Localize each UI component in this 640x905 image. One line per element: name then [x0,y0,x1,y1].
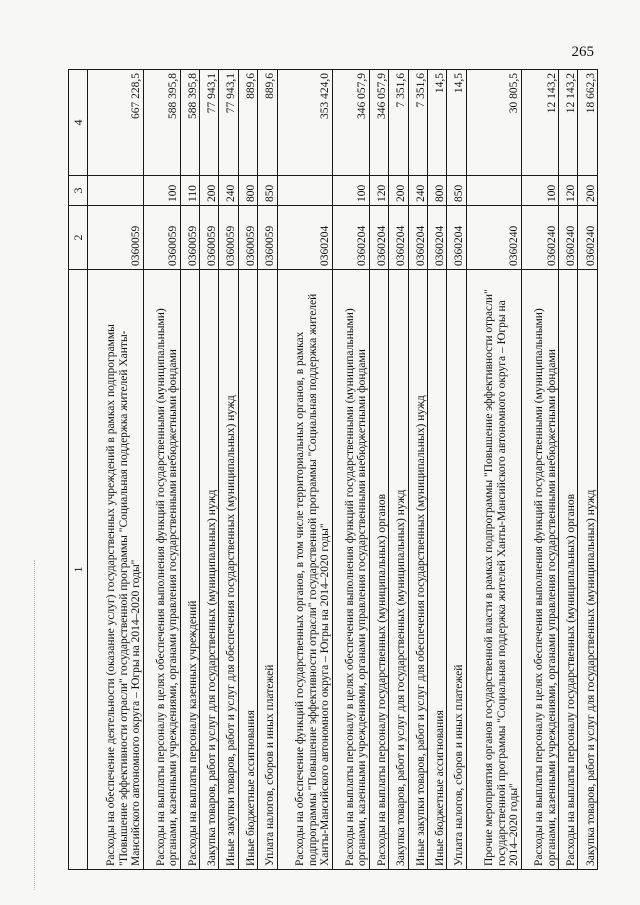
budget-table-body [69,70,598,870]
row-code: 0360204 [389,206,408,270]
row-type: 800 [238,176,257,206]
row-amount: 7 351,6 [408,70,427,176]
row-type: 200 [200,176,219,206]
table-row [408,70,427,870]
margin-line [34,560,36,890]
page-number: 265 [571,44,594,60]
row-amount: 77 943,1 [200,70,219,176]
row-amount: 346 057,9 [332,70,369,176]
row-code: 0360240 [466,206,521,270]
table-row [447,70,466,870]
row-description: Иные бюджетные ассигнования [428,270,447,870]
table-row [521,70,558,870]
row-code: 0360059 [180,206,199,270]
row-description: Расходы на обеспечение функций государственных органов, в том числе территориальных органов, в рамках подпрограммы "Повышение эффективности отрасли" государственной программы "Социальная поддержка жителей Ханты-Мансийского автономного округа – Югры на 2014–2020 годы" [277,270,332,870]
table-row [428,70,447,870]
row-amount: 14,5 [447,70,466,176]
row-amount: 7 351,6 [389,70,408,176]
row-amount: 588 395,8 [143,70,180,176]
row-amount: 353 424,0 [277,70,332,176]
rotated-page-content [68,70,598,870]
row-amount: 77 943,1 [219,70,238,176]
row-description: Расходы на выплаты персоналу в целях обеспечения выполнения функций государственными (муниципальными) органами, казенными учреждениями, органами управления государственными внебюджетными фондами [521,270,558,870]
row-code: 0360204 [332,206,369,270]
row-code: 0360059 [238,206,257,270]
row-type: 800 [428,176,447,206]
row-amount: 889,6 [238,70,257,176]
row-code: 0360204 [408,206,427,270]
row-type: 200 [389,176,408,206]
row-type: 850 [447,176,466,206]
row-description: Иные бюджетные ассигнования [238,270,257,870]
row-code: 0360059 [258,206,277,270]
table-row [277,70,332,870]
row-amount: 18 662,3 [578,70,598,176]
row-amount: 30 805,5 [466,70,521,176]
row-code: 0360204 [447,206,466,270]
row-amount: 12 143,2 [559,70,578,176]
row-description: Закупка товаров, работ и услуг для государственных (муниципальных) нужд [200,270,219,870]
row-code: 0360059 [200,206,219,270]
column-header-amount: 4 [69,70,88,176]
row-description: Закупка товаров, работ и услуг для государственных (муниципальных) нужд [389,270,408,870]
table-row [88,70,143,870]
row-description: Иные закупки товаров, работ и услуг для обеспечения государственных (муниципальных) нужд [408,270,427,870]
row-code: 0360240 [521,206,558,270]
row-code: 0360240 [559,206,578,270]
row-amount: 588 395,8 [180,70,199,176]
column-header-type: 3 [69,176,88,206]
row-code: 0360204 [369,206,388,270]
row-type: 120 [369,176,388,206]
row-type: 200 [578,176,598,206]
row-description: Иные закупки товаров, работ и услуг для обеспечения государственных (муниципальных) нужд [219,270,238,870]
column-header-code: 2 [69,206,88,270]
row-type [277,176,332,206]
row-amount: 667 228,5 [88,70,143,176]
table-row [559,70,578,870]
row-code: 0360204 [277,206,332,270]
table-row [258,70,277,870]
table-row [180,70,199,870]
row-code: 0360059 [88,206,143,270]
row-type: 100 [521,176,558,206]
table-row [578,70,598,870]
row-type: 240 [408,176,427,206]
table-row [332,70,369,870]
row-type: 850 [258,176,277,206]
row-description: Уплата налогов, сборов и иных платежей [447,270,466,870]
row-description: Расходы на выплаты персоналу в целях обеспечения выполнения функций государственными (муниципальными) органами, казенными учреждениями, органами управления государственными внебюджетными фондами [332,270,369,870]
row-type [466,176,521,206]
table-row [238,70,257,870]
row-description: Прочие мероприятия органов государственной власти в рамках подпрограммы "Повышение эффективности отрасли" государственной программы "Социальная поддержка жителей Ханты-Мансийского автономного округа – Югры на 2014–2020 годы" [466,270,521,870]
row-type: 110 [180,176,199,206]
row-description: Расходы на выплаты персоналу в целях обеспечения выполнения функций государственными (муниципальными) органами, казенными учреждениями, органами управления государственными внебюджетными фондами [143,270,180,870]
table-row [389,70,408,870]
row-type: 120 [559,176,578,206]
budget-table [68,69,598,870]
row-code: 0360059 [143,206,180,270]
row-amount: 889,6 [258,70,277,176]
row-description: Расходы на выплаты персоналу государственных (муниципальных) органов [559,270,578,870]
row-amount: 346 057,9 [369,70,388,176]
table-row [466,70,521,870]
row-amount: 12 143,2 [521,70,558,176]
table-row [143,70,180,870]
column-header-description: 1 [69,270,88,870]
row-description: Закупка товаров, работ и услуг для государственных (муниципальных) нужд [578,270,598,870]
row-type: 240 [219,176,238,206]
row-type [88,176,143,206]
table-row [219,70,238,870]
row-code: 0360204 [428,206,447,270]
row-type: 100 [332,176,369,206]
row-code: 0360240 [578,206,598,270]
row-amount: 14,5 [428,70,447,176]
row-code: 0360059 [219,206,238,270]
header-row [69,70,88,870]
table-row [200,70,219,870]
row-description: Уплата налогов, сборов и иных платежей [258,270,277,870]
row-description: Расходы на выплаты персоналу казенных учреждений [180,270,199,870]
table-row [369,70,388,870]
row-description: Расходы на обеспечение деятельности (оказание услуг) государственных учреждений в рамках подпрограммы "Повышение эффективности отрасли" государственной программы "Социальная поддержка жителей Ханты-Мансийского автономного округа – Югры на 2014–2020 годы" [88,270,143,870]
row-type: 100 [143,176,180,206]
row-description: Расходы на выплаты персоналу государственных (муниципальных) органов [369,270,388,870]
